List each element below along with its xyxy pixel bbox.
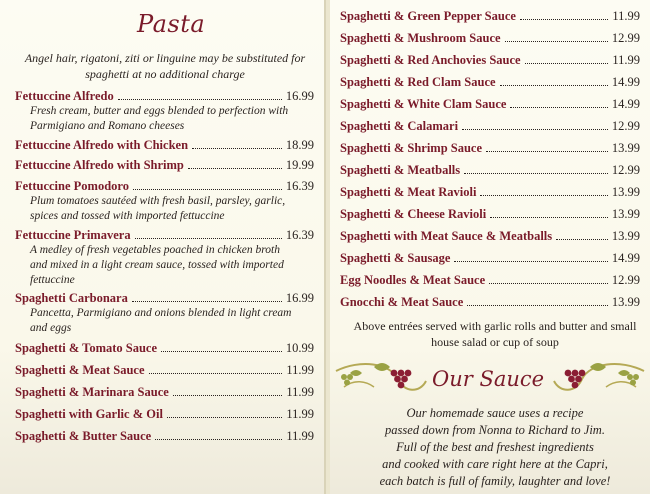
item-name: Spaghetti & Red Clam Sauce	[340, 75, 496, 89]
dot-leader	[149, 373, 283, 374]
menu-item	[15, 340, 314, 356]
item-name: Fettuccine Primavera	[15, 228, 131, 242]
item-name: Spaghetti with Meat Sauce & Meatballs	[340, 229, 553, 243]
dot-leader	[464, 173, 608, 174]
item-name: Spaghetti & Calamari	[340, 119, 459, 133]
menu-item	[340, 294, 640, 310]
menu-item	[340, 272, 640, 288]
dot-leader	[132, 301, 282, 302]
menu-item	[15, 157, 314, 173]
sauce-line: passed down from Nonna to Richard to Jim.	[385, 423, 605, 437]
menu-item	[15, 428, 314, 444]
item-description: A medley of fresh vegetables poached in chicken broth and mixed in a light cream sauce, tossed with imported fettuccine	[30, 244, 284, 286]
item-name: Gnocchi & Meat Sauce	[340, 295, 464, 309]
sauce-line: each batch is full of family, laughter and love!	[379, 474, 611, 488]
item-price: 13.99	[611, 141, 640, 155]
dot-leader	[525, 63, 609, 64]
item-name: Spaghetti & Marinara Sauce	[15, 385, 169, 399]
item-name: Fettuccine Alfredo with Chicken	[15, 138, 189, 152]
item-name: Egg Noodles & Meat Sauce	[340, 273, 486, 287]
our-sauce-title: Our Sauce	[432, 367, 545, 391]
dot-leader	[454, 261, 607, 262]
dot-leader	[510, 107, 607, 108]
item-price: 11.99	[286, 407, 314, 421]
item-name: Spaghetti & Red Anchovies Sauce	[340, 53, 521, 67]
item-price: 13.99	[611, 185, 640, 199]
item-price: 16.99	[285, 291, 314, 305]
menu-item	[15, 290, 314, 306]
menu-item	[340, 30, 640, 46]
menu-item	[15, 227, 314, 243]
item-price: 12.99	[611, 119, 640, 133]
dot-leader	[520, 19, 608, 20]
item-price: 18.99	[285, 138, 314, 152]
substitution-note: Angel hair, rigatoni, ziti or linguine may be substituted for spaghetti at no additional charge	[24, 51, 306, 81]
item-price: 14.99	[611, 251, 640, 265]
item-name: Spaghetti & Meatballs	[340, 163, 461, 177]
item-name: Spaghetti & Mushroom Sauce	[340, 31, 501, 45]
item-price: 16.39	[285, 179, 314, 193]
dot-leader	[173, 395, 283, 396]
item-description: Plum tomatoes sautéed with fresh basil, parsley, garlic, spices and tossed with imported fettuccine	[30, 195, 286, 222]
our-sauce-description	[350, 405, 640, 490]
item-name: Fettuccine Pomodoro	[15, 179, 129, 193]
item-price: 12.99	[611, 163, 640, 177]
item-price: 13.99	[611, 229, 640, 243]
item-name: Fettuccine Alfredo	[15, 89, 114, 103]
dot-leader	[135, 238, 282, 239]
dot-leader	[489, 283, 608, 284]
menu-item	[15, 178, 314, 194]
pasta-right-panel	[330, 0, 650, 494]
item-price: 10.99	[285, 341, 314, 355]
menu-item	[340, 184, 640, 200]
item-name: Spaghetti Carbonara	[15, 291, 128, 305]
grape-vine-icon	[554, 363, 644, 390]
dot-leader	[188, 168, 282, 169]
item-price: 16.39	[285, 228, 314, 242]
menu-item	[340, 118, 640, 134]
dot-leader	[556, 239, 608, 240]
sauce-line: and cooked with care right here at the Capri,	[382, 457, 608, 471]
item-price: 11.99	[612, 53, 640, 67]
item-price: 11.99	[286, 429, 314, 443]
item-price: 19.99	[285, 158, 314, 172]
item-price: 14.99	[611, 75, 640, 89]
item-price: 16.99	[285, 89, 314, 103]
dot-leader	[480, 195, 607, 196]
item-name: Fettuccine Alfredo with Shrimp	[15, 158, 184, 172]
item-name: Spaghetti & Shrimp Sauce	[340, 141, 483, 155]
item-price: 13.99	[611, 295, 640, 309]
item-description: Pancetta, Parmigiano and onions blended in light cream and eggs	[30, 307, 292, 334]
menu-item	[15, 384, 314, 400]
item-name: Spaghetti with Garlic & Oil	[15, 407, 163, 421]
grape-vine-icon	[336, 363, 426, 390]
item-name: Spaghetti & Green Pepper Sauce	[340, 9, 516, 23]
menu-item	[340, 162, 640, 178]
served-with-note: Above entrées served with garlic rolls and butter and small house salad or cup of soup	[353, 319, 637, 349]
menu-item	[340, 250, 640, 266]
pasta-section-title: Pasta	[137, 10, 206, 38]
menu-item	[15, 88, 314, 104]
item-price: 13.99	[611, 207, 640, 221]
item-name: Spaghetti & Meat Sauce	[15, 363, 145, 377]
menu-item	[340, 206, 640, 222]
menu-item	[15, 406, 314, 422]
item-price: 11.99	[286, 385, 314, 399]
item-name: Spaghetti & Sausage	[340, 251, 451, 265]
menu-item	[15, 362, 314, 378]
menu-item	[340, 8, 640, 24]
item-name: Spaghetti & White Clam Sauce	[340, 97, 507, 111]
item-price: 14.99	[611, 97, 640, 111]
dot-leader	[167, 417, 282, 418]
menu-item	[340, 140, 640, 156]
item-name: Spaghetti & Meat Ravioli	[340, 185, 477, 199]
menu-item	[340, 52, 640, 68]
sauce-line: Our homemade sauce uses a recipe	[406, 406, 584, 420]
menu-item	[15, 137, 314, 153]
item-name: Spaghetti & Butter Sauce	[15, 429, 152, 443]
menu-item	[340, 96, 640, 112]
item-price: 11.99	[286, 363, 314, 377]
item-name: Spaghetti & Tomato Sauce	[15, 341, 158, 355]
dot-leader	[500, 85, 608, 86]
item-price: 12.99	[611, 273, 640, 287]
dot-leader	[467, 305, 608, 306]
item-description: Fresh cream, butter and eggs blended to perfection with Parmigiano and Romano cheeses	[30, 105, 289, 132]
dot-leader	[192, 148, 282, 149]
item-price: 12.99	[611, 31, 640, 45]
dot-leader	[486, 151, 608, 152]
menu-item	[340, 74, 640, 90]
dot-leader	[462, 129, 608, 130]
item-price: 11.99	[612, 9, 640, 23]
dot-leader	[133, 189, 282, 190]
dot-leader	[161, 351, 282, 352]
dot-leader	[505, 41, 608, 42]
dot-leader	[155, 439, 282, 440]
menu-item	[340, 228, 640, 244]
dot-leader	[490, 217, 608, 218]
sauce-line: Full of the best and freshest ingredients	[396, 440, 594, 454]
item-name: Spaghetti & Cheese Ravioli	[340, 207, 487, 221]
dot-leader	[118, 99, 282, 100]
